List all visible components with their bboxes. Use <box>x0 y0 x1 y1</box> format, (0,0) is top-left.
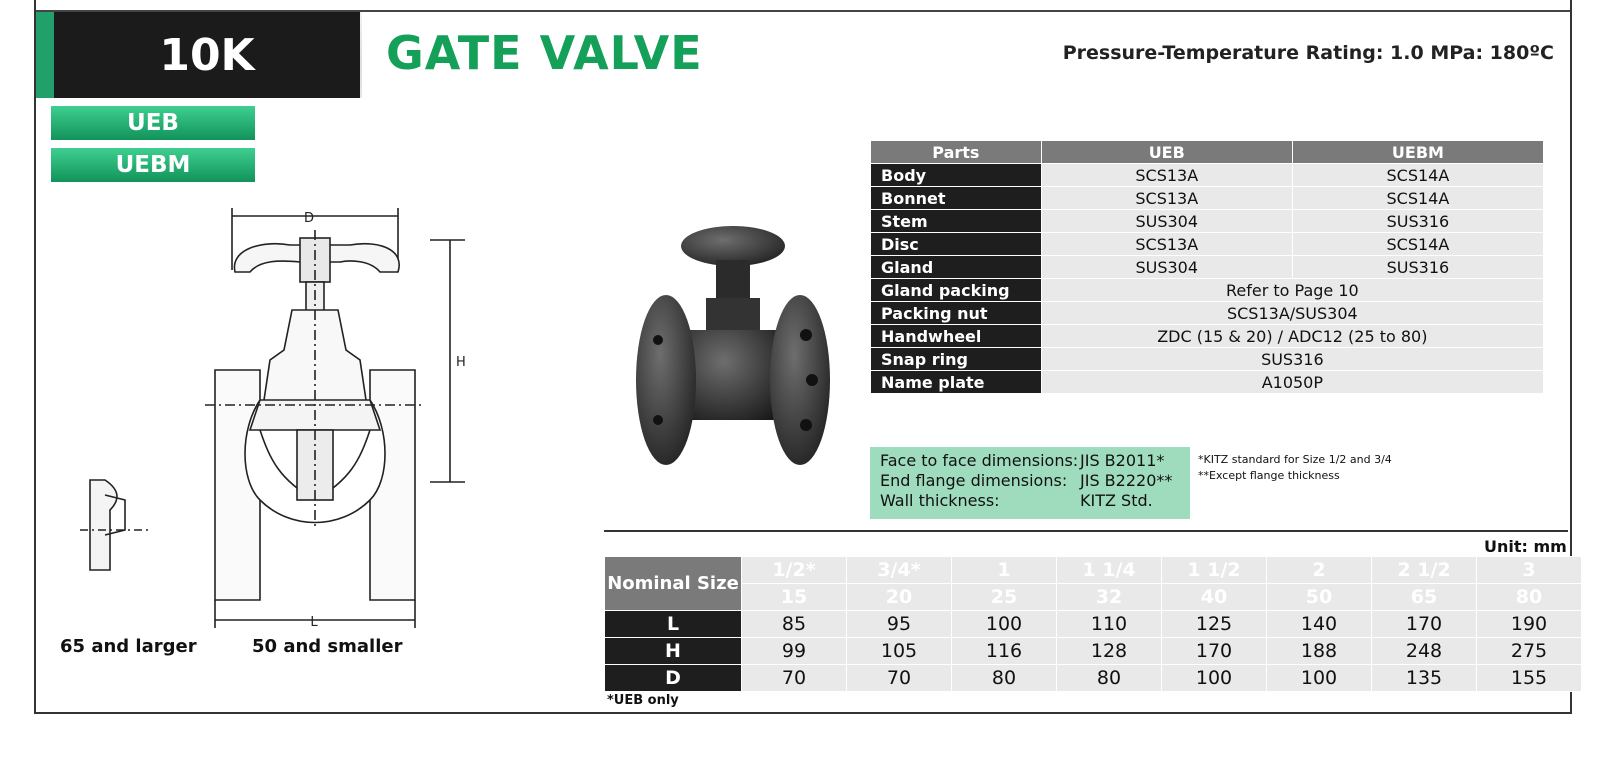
face-to-face-value: JIS B2011* <box>1080 451 1165 470</box>
dim-h-label: H <box>456 355 466 370</box>
mm-size: 50 <box>1267 584 1372 611</box>
caption-50-and-smaller: 50 and smaller <box>252 636 403 657</box>
dim-value: 110 <box>1057 611 1162 638</box>
dim-value: 140 <box>1267 611 1372 638</box>
table-row <box>605 665 1582 692</box>
mm-size: 40 <box>1162 584 1267 611</box>
wall-thickness-value: KITZ Std. <box>1080 491 1153 510</box>
table-row <box>605 638 1582 665</box>
divider <box>604 530 1568 532</box>
mm-size: 20 <box>847 584 952 611</box>
dim-value: 80 <box>952 665 1057 692</box>
row-label-d: D <box>605 665 742 692</box>
mm-size: 65 <box>1372 584 1477 611</box>
table-row <box>871 325 1544 348</box>
dim-value: 100 <box>952 611 1057 638</box>
shared-material: A1050P <box>1041 371 1543 394</box>
dim-value: 99 <box>742 638 847 665</box>
table-row <box>871 233 1544 256</box>
dim-d-label: D <box>303 211 315 226</box>
table-row <box>871 302 1544 325</box>
part-name: Snap ring <box>871 348 1042 371</box>
dimensions-table <box>604 556 1582 692</box>
ueb-material: SUS304 <box>1041 210 1292 233</box>
table-row <box>871 279 1544 302</box>
table-row <box>871 348 1544 371</box>
flange-value: JIS B2220** <box>1080 471 1173 490</box>
mm-size: 32 <box>1057 584 1162 611</box>
part-name: Disc <box>871 233 1042 256</box>
dim-value: 70 <box>742 665 847 692</box>
pressure-class-badge: 10K <box>54 12 360 98</box>
part-name: Gland <box>871 256 1042 279</box>
mm-size: 15 <box>742 584 847 611</box>
ueb-material: SUS304 <box>1041 256 1292 279</box>
header-accent <box>36 12 54 98</box>
part-name: Stem <box>871 210 1042 233</box>
dim-value: 116 <box>952 638 1057 665</box>
uebm-material: SCS14A <box>1292 187 1543 210</box>
flange-label: End flange dimensions: <box>880 471 1068 490</box>
dim-value: 275 <box>1477 638 1582 665</box>
dim-value: 95 <box>847 611 952 638</box>
standards-box <box>870 447 1190 519</box>
table-row <box>605 611 1582 638</box>
dim-value: 155 <box>1477 665 1582 692</box>
dim-value: 70 <box>847 665 952 692</box>
dim-value: 248 <box>1372 638 1477 665</box>
uebm-material: SUS316 <box>1292 210 1543 233</box>
table-row <box>871 371 1544 394</box>
table-row <box>871 187 1544 210</box>
table-row <box>871 210 1544 233</box>
wall-thickness-label: Wall thickness: <box>880 491 1000 510</box>
dim-value: 100 <box>1162 665 1267 692</box>
dim-value: 125 <box>1162 611 1267 638</box>
inch-size: 2 1/2 <box>1372 557 1477 584</box>
note-kitz-standard: *KITZ standard for Size 1/2 and 3/4 <box>1198 453 1392 466</box>
parts-materials-table <box>870 140 1544 394</box>
part-name: Packing nut <box>871 302 1042 325</box>
uebm-material: SCS14A <box>1292 233 1543 256</box>
parts-header: Parts <box>871 141 1042 164</box>
inch-size: 1 1/2 <box>1162 557 1267 584</box>
dim-l-label: L <box>310 615 318 630</box>
gate-valve-photo <box>628 220 838 490</box>
inch-size: 1/2* <box>742 557 847 584</box>
ueb-material: SCS13A <box>1041 187 1292 210</box>
valve-cross-section-drawing <box>60 200 520 640</box>
uebm-header: UEBM <box>1292 141 1543 164</box>
inch-size: 3/4* <box>847 557 952 584</box>
model-tag-ueb: UEB <box>51 106 255 140</box>
uebm-material: SCS14A <box>1292 164 1543 187</box>
dim-value: 170 <box>1372 611 1477 638</box>
table-row <box>871 256 1544 279</box>
dim-value: 105 <box>847 638 952 665</box>
inch-size: 1 <box>952 557 1057 584</box>
dim-value: 170 <box>1162 638 1267 665</box>
inch-size: 1 1/4 <box>1057 557 1162 584</box>
dim-value: 128 <box>1057 638 1162 665</box>
inch-size: 3 <box>1477 557 1582 584</box>
ueb-material: SCS13A <box>1041 164 1292 187</box>
standards-notes <box>1198 452 1392 484</box>
face-to-face-label: Face to face dimensions: <box>880 451 1079 470</box>
row-label-h: H <box>605 638 742 665</box>
ueb-only-footnote: *UEB only <box>607 693 679 708</box>
ueb-material: SCS13A <box>1041 233 1292 256</box>
shared-material: SCS13A/SUS304 <box>1041 302 1543 325</box>
dim-value: 188 <box>1267 638 1372 665</box>
shared-material: Refer to Page 10 <box>1041 279 1543 302</box>
nominal-size-header: Nominal Size <box>605 557 742 611</box>
part-name: Gland packing <box>871 279 1042 302</box>
dim-value: 190 <box>1477 611 1582 638</box>
note-flange-thickness: **Except flange thickness <box>1198 469 1340 482</box>
mm-size: 80 <box>1477 584 1582 611</box>
uebm-material: SUS316 <box>1292 256 1543 279</box>
dim-value: 80 <box>1057 665 1162 692</box>
page-title: GATE VALVE <box>386 26 703 80</box>
dim-value: 135 <box>1372 665 1477 692</box>
table-row <box>871 164 1544 187</box>
pressure-rating: Pressure-Temperature Rating: 1.0 MPa: 180ºC <box>1062 42 1554 64</box>
row-label-l: L <box>605 611 742 638</box>
model-tag-uebm: UEBM <box>51 148 255 182</box>
unit-label: Unit: mm <box>1484 537 1567 556</box>
dim-value: 85 <box>742 611 847 638</box>
ueb-header: UEB <box>1041 141 1292 164</box>
mm-size: 25 <box>952 584 1057 611</box>
part-name: Name plate <box>871 371 1042 394</box>
shared-material: ZDC (15 & 20) / ADC12 (25 to 80) <box>1041 325 1543 348</box>
inch-size: 2 <box>1267 557 1372 584</box>
caption-65-and-larger: 65 and larger <box>60 636 197 657</box>
part-name: Bonnet <box>871 187 1042 210</box>
part-name: Handwheel <box>871 325 1042 348</box>
dim-value: 100 <box>1267 665 1372 692</box>
part-name: Body <box>871 164 1042 187</box>
shared-material: SUS316 <box>1041 348 1543 371</box>
